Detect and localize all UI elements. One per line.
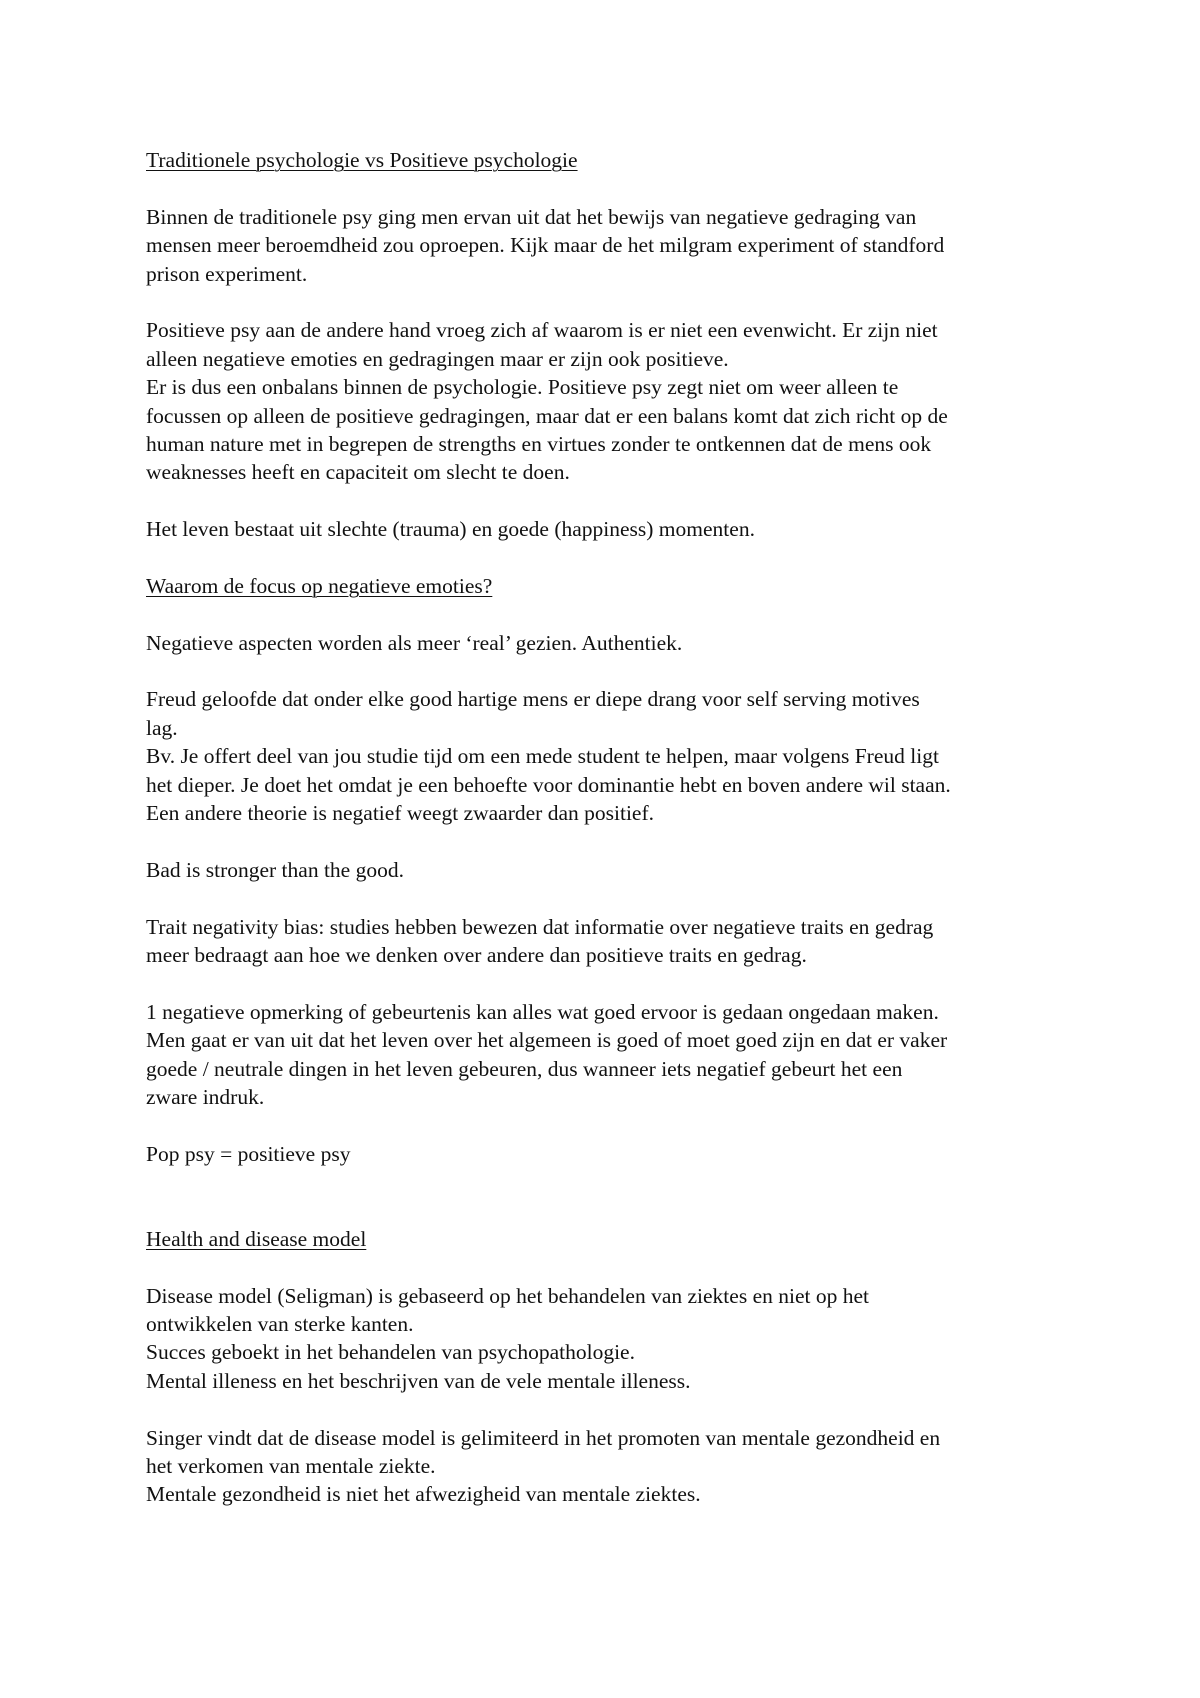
text-line: 1 negatieve opmerking of gebeurtenis kan alles wat goed ervoor is gedaan ongedaan maken.: [146, 999, 939, 1024]
document-page: [146, 146, 1076, 1509]
paragraph-spacing: [146, 969, 1076, 997]
heading-text: Health and disease model: [146, 1226, 367, 1251]
text-line: alleen negatieve emoties en gedragingen maar er zijn ook positieve.: [146, 346, 729, 371]
text-line: Bv. Je offert deel van jou studie tijd om een mede student te helpen, maar volgens Freud ligt: [146, 744, 939, 769]
paragraph: [146, 998, 1076, 1112]
paragraph: [146, 203, 1076, 288]
text-line: het dieper. Je doet het omdat je een behoefte voor dominantie hebt en boven andere wil staan.: [146, 772, 951, 797]
text-line: human nature met in begrepen de strengths en virtues zonder te ontkennen dat de mens ook: [146, 431, 932, 456]
text-line: Trait negativity bias: studies hebben bewezen dat informatie over negatieve traits en gedrag: [146, 914, 934, 939]
paragraph: [146, 629, 1076, 657]
paragraph-spacing: [146, 1395, 1076, 1423]
text-line: Succes geboekt in het behandelen van psychopathologie.: [146, 1340, 635, 1365]
text-line: zware indruk.: [146, 1084, 265, 1109]
text-line: Er is dus een onbalans binnen de psychologie. Positieve psy zegt niet om weer alleen te: [146, 375, 899, 400]
paragraph-spacing: [146, 487, 1076, 515]
text-line: goede / neutrale dingen in het leven gebeuren, dus wanneer iets negatief gebeurt het een: [146, 1056, 903, 1081]
paragraph-spacing: [146, 600, 1076, 628]
paragraph: [146, 515, 1076, 543]
paragraph: [146, 856, 1076, 884]
paragraph-spacing: [146, 543, 1076, 571]
paragraph-spacing: [146, 827, 1076, 855]
text-line: Men gaat er van uit dat het leven over het algemeen is goed of moet goed zijn en dat er vaker: [146, 1028, 948, 1053]
text-line: Het leven bestaat uit slechte (trauma) en goede (happiness) momenten.: [146, 517, 755, 542]
text-line: ontwikkelen van sterke kanten.: [146, 1312, 414, 1337]
text-line: Mental illeness en het beschrijven van de vele mentale illeness.: [146, 1368, 691, 1393]
section-heading: [146, 572, 1076, 600]
section-heading: [146, 146, 1076, 174]
paragraph-spacing: [146, 657, 1076, 685]
text-line: meer bedraagt aan hoe we denken over andere dan positieve traits en gedrag.: [146, 942, 807, 967]
text-line: Negatieve aspecten worden als meer ‘real’ gezien. Authentiek.: [146, 630, 683, 655]
text-line: lag.: [146, 715, 178, 740]
paragraph-spacing: [146, 1111, 1076, 1139]
text-line: Freud geloofde dat onder elke good hartige mens er diepe drang voor self serving motives: [146, 687, 920, 712]
text-line: prison experiment.: [146, 261, 308, 286]
text-line: Positieve psy aan de andere hand vroeg zich af waarom is er niet een evenwicht. Er zijn niet: [146, 318, 938, 343]
paragraph-spacing: [146, 174, 1076, 202]
text-line: Mentale gezondheid is niet het afwezigheid van mentale ziektes.: [146, 1482, 701, 1507]
paragraph: [146, 1424, 1076, 1509]
paragraph: [146, 685, 1076, 827]
text-line: weaknesses heeft en capaciteit om slecht te doen.: [146, 460, 570, 485]
text-line: het verkomen van mentale ziekte.: [146, 1453, 436, 1478]
paragraph: [146, 913, 1076, 970]
paragraph: [146, 316, 1076, 486]
paragraph-spacing: [146, 1196, 1076, 1224]
heading-text: Traditionele psychologie vs Positieve psychologie: [146, 148, 578, 172]
text-line: Bad is stronger than the good.: [146, 857, 404, 882]
paragraph: [146, 1140, 1076, 1168]
text-line: Singer vindt dat de disease model is gelimiteerd in het promoten van mentale gezondheid en: [146, 1425, 941, 1450]
paragraph-spacing: [146, 884, 1076, 912]
text-line: Binnen de traditionele psy ging men ervan uit dat het bewijs van negatieve gedraging van: [146, 204, 917, 229]
paragraph-spacing: [146, 288, 1076, 316]
paragraph-spacing: [146, 1168, 1076, 1196]
text-line: Pop psy = positieve psy: [146, 1141, 351, 1166]
text-line: Disease model (Seligman) is gebaseerd op het behandelen van ziektes en niet op het: [146, 1283, 869, 1308]
paragraph-spacing: [146, 1253, 1076, 1281]
text-line: Een andere theorie is negatief weegt zwaarder dan positief.: [146, 800, 654, 825]
text-line: focussen op alleen de positieve gedragingen, maar dat er een balans komt dat zich richt op de: [146, 403, 948, 428]
paragraph: [146, 1282, 1076, 1396]
section-heading: [146, 1225, 1076, 1253]
text-line: mensen meer beroemdheid zou oproepen. Kijk maar de het milgram experiment of standford: [146, 233, 945, 258]
heading-text: Waarom de focus op negatieve emoties?: [146, 573, 493, 598]
